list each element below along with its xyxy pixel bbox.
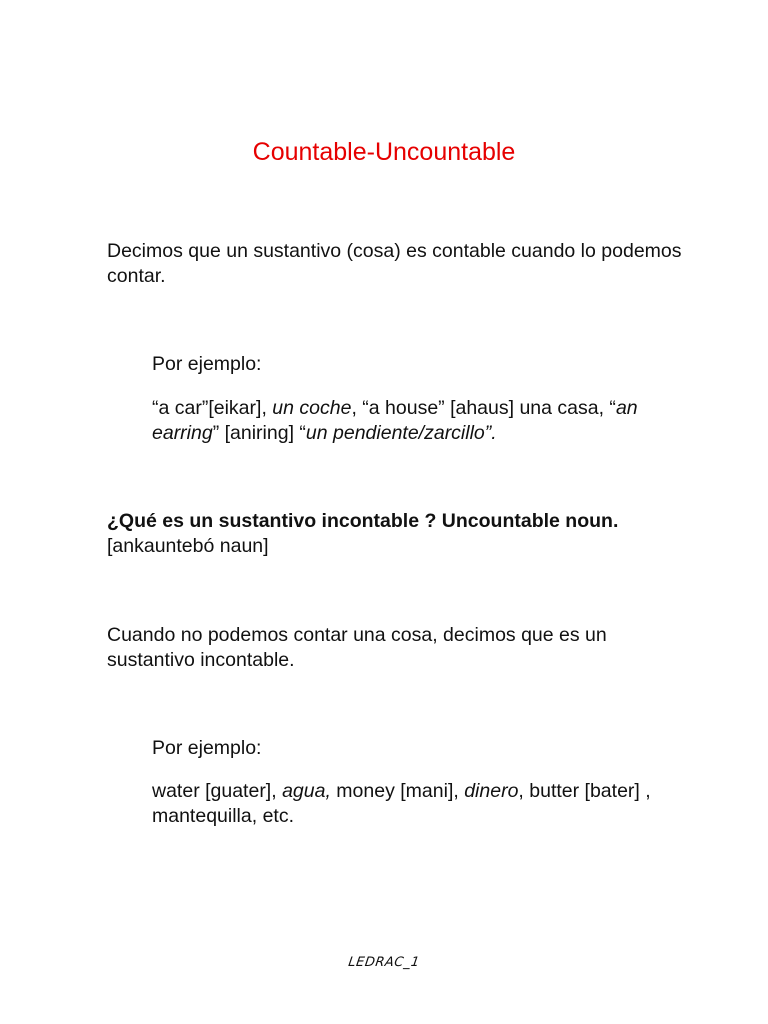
example-translation: un coche (272, 397, 352, 419)
example-translation: un pendiente/zarcillo”. (305, 422, 497, 444)
example-text: , “a house” [ahaus] una casa, “ (351, 397, 616, 419)
example-word: an earring (152, 397, 638, 444)
uncountable-examples (152, 779, 692, 829)
page-title: Countable-Uncountable (252, 138, 516, 166)
example-label-uncountable: Por ejemplo: (152, 737, 262, 759)
example-text: water [guater], (152, 780, 283, 802)
countable-examples (152, 396, 692, 446)
definition-paragraph: Decimos que un sustantivo (cosa) es contable cuando lo podemos contar. (107, 240, 682, 287)
example-text: ” [aniring] “ (212, 422, 306, 444)
question-heading: ¿Qué es un sustantivo incontable ? Uncountable noun. (107, 510, 619, 532)
page-footer: LEDRAC_1 (347, 955, 421, 970)
example-text: money [mani], (330, 780, 465, 802)
question-pronunciation: [ankauntebó naun] (107, 535, 269, 557)
example-translation: agua, (282, 780, 331, 802)
example-text: “a car”[eikar], (152, 397, 273, 419)
example-translation: dinero (464, 780, 519, 802)
uncountable-paragraph: Cuando no podemos contar una cosa, decimos que es un sustantivo incontable. (107, 624, 607, 671)
example-label-countable: Por ejemplo: (152, 353, 262, 375)
example-text: , butter [bater] , mantequilla, etc. (152, 780, 651, 827)
uncountable-question (107, 509, 687, 559)
